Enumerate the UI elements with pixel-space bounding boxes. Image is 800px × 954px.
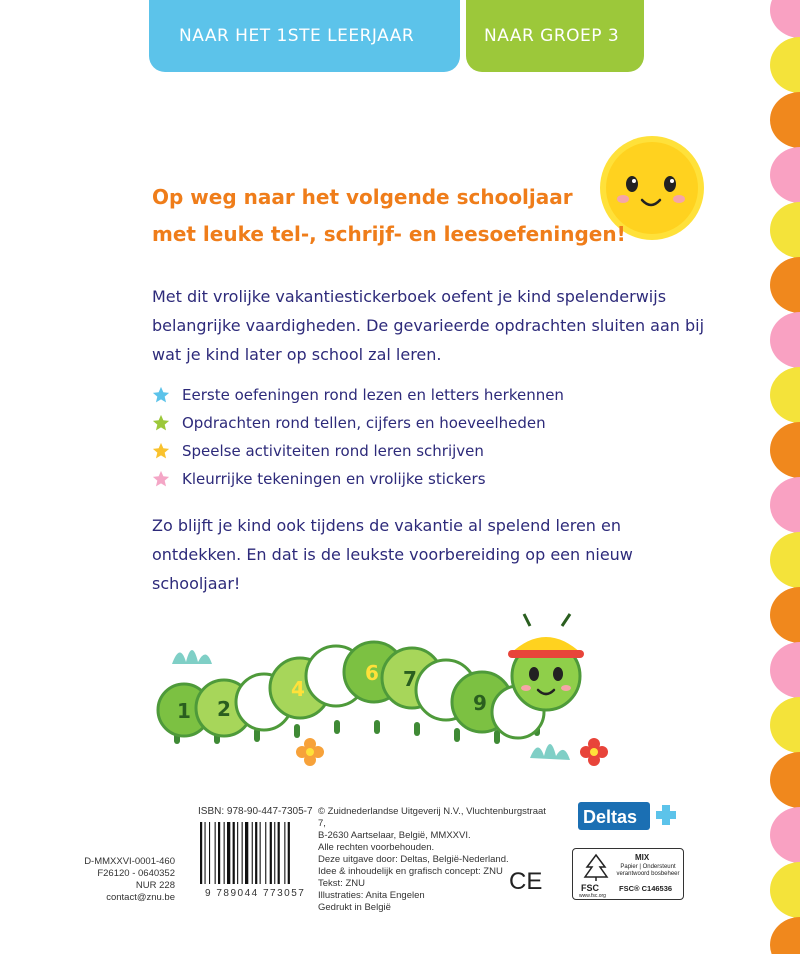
tab-first-grade bbox=[149, 0, 460, 72]
scallop-shape bbox=[770, 0, 800, 38]
barcode-bar bbox=[284, 822, 285, 884]
scallop-shape bbox=[770, 202, 800, 258]
tab-group-3 bbox=[466, 0, 644, 72]
feature-text: Eerste oefeningen rond lezen en letters herkennen bbox=[182, 386, 564, 404]
scallop-shape bbox=[770, 862, 800, 918]
credits-line: Gedrukt in België bbox=[318, 902, 391, 913]
flower-icon bbox=[296, 738, 324, 766]
tree-icon bbox=[583, 853, 609, 881]
credits-line: Tekst: ZNU bbox=[318, 878, 365, 889]
credits-line: Alle rechten voorbehouden. bbox=[318, 842, 435, 853]
scallop-shape bbox=[770, 587, 800, 643]
barcode-bar bbox=[205, 822, 206, 884]
sun-ray bbox=[702, 178, 722, 198]
fsc-description: Papier | Ondersteunt verantwoord bosbeheer bbox=[616, 864, 680, 877]
feature-text: Speelse activiteiten rond leren schrijven bbox=[182, 442, 484, 460]
barcode-bar bbox=[265, 822, 266, 884]
credits-line: Idee & inhoudelijk en grafisch concept: ZNU bbox=[318, 866, 503, 877]
tab-second-label: NAAR GROEP 3 bbox=[484, 26, 620, 46]
barcode-bar bbox=[255, 822, 257, 884]
caterpillar-illustration bbox=[150, 612, 630, 787]
credits-line: B-2630 Aartselaar, België, MMXXVI. bbox=[318, 830, 471, 841]
barcode-bar bbox=[260, 822, 261, 884]
sun-ray bbox=[652, 237, 672, 257]
scallop-shape bbox=[770, 697, 800, 753]
fsc-mix: MIX bbox=[635, 853, 650, 862]
scallop-shape bbox=[770, 477, 800, 533]
barcode-bar bbox=[270, 822, 272, 884]
number-label: 4 bbox=[291, 677, 305, 701]
fsc-site: www.fsc.org bbox=[579, 893, 606, 899]
code-line: F26120 - 0640352 bbox=[97, 868, 175, 879]
headline-line-1: Op weg naar het volgende schooljaar bbox=[152, 185, 573, 209]
sun-ray bbox=[582, 178, 602, 198]
number-label: 9 bbox=[473, 691, 487, 715]
feature-item bbox=[152, 465, 564, 493]
barcode-bar bbox=[274, 822, 275, 884]
fsc-code: FSC® C146536 bbox=[619, 884, 673, 893]
star-icon bbox=[152, 386, 170, 404]
scallop-shape bbox=[770, 422, 800, 478]
feature-item bbox=[152, 409, 564, 437]
star-icon bbox=[152, 414, 170, 432]
barcode-bar bbox=[242, 822, 243, 884]
fsc-label bbox=[572, 848, 684, 900]
barcode-bar bbox=[227, 822, 230, 884]
scalloped-border bbox=[764, 0, 800, 954]
scallop-shape bbox=[770, 312, 800, 368]
feature-item bbox=[152, 437, 564, 465]
star-icon bbox=[152, 442, 170, 460]
scallop-shape bbox=[770, 147, 800, 203]
contact-email: contact@znu.be bbox=[106, 892, 175, 903]
star-icon bbox=[152, 470, 170, 488]
number-label: 1 bbox=[177, 699, 191, 723]
deltas-logo bbox=[578, 800, 676, 832]
barcode-bar bbox=[237, 822, 238, 884]
number-label: 6 bbox=[365, 661, 379, 685]
scallop-shape bbox=[770, 92, 800, 148]
barcode-bar bbox=[215, 822, 216, 884]
barcode-bar bbox=[252, 822, 253, 884]
scallop-shape bbox=[770, 532, 800, 588]
feature-text: Kleurrijke tekeningen en vrolijke stickers bbox=[182, 470, 486, 488]
barcode-number: 9 789044 773057 bbox=[205, 888, 306, 899]
barcode-bar bbox=[200, 822, 202, 884]
scallop-shape bbox=[770, 257, 800, 313]
sun-ray bbox=[632, 119, 652, 139]
number-label: 2 bbox=[217, 697, 231, 721]
deltas-logo-text: Deltas bbox=[583, 807, 638, 827]
grass-icon bbox=[530, 744, 570, 760]
isbn-label: ISBN: 978-90-447-7305-7 bbox=[198, 806, 313, 817]
ce-mark: CE bbox=[509, 868, 543, 895]
scallop-shape bbox=[770, 807, 800, 863]
product-codes bbox=[80, 856, 175, 904]
scallop-shape bbox=[770, 37, 800, 93]
code-line: NUR 228 bbox=[135, 880, 175, 891]
fsc-logo-text: FSC bbox=[581, 883, 599, 893]
credits-block bbox=[318, 806, 548, 914]
barcode-bar bbox=[224, 822, 225, 884]
credits-line: Deze uitgave door: Deltas, België-Nederland. bbox=[318, 854, 509, 865]
intro-paragraph: Met dit vrolijke vakantiestickerboek oefent je kind spelenderwijs belangrijke vaardigheden. De gevarieerde opdrachten sluiten aan bij wat je kind later op school zal leren. bbox=[152, 287, 705, 364]
scallop-shape bbox=[770, 917, 800, 954]
grass-icon bbox=[172, 650, 212, 664]
credits-line: Illustraties: Anita Engelen bbox=[318, 890, 425, 901]
feature-list bbox=[152, 381, 564, 493]
feature-item bbox=[152, 381, 564, 409]
scallop-shape bbox=[770, 367, 800, 423]
scallop-shape bbox=[770, 752, 800, 808]
barcode-bar bbox=[245, 822, 248, 884]
barcode-bar bbox=[218, 822, 220, 884]
feature-text: Opdrachten rond tellen, cijfers en hoeveelheden bbox=[182, 414, 546, 432]
number-label: 7 bbox=[403, 667, 417, 691]
code-line: D-MMXXVI-0001-460 bbox=[84, 856, 175, 867]
sun-ray bbox=[632, 237, 652, 257]
headline-line-2: met leuke tel-, schrijf- en leesoefeningen! bbox=[152, 222, 626, 246]
flower-icon bbox=[580, 738, 608, 766]
tab-first-label: NAAR HET 1STE LEERJAAR bbox=[179, 26, 415, 46]
barcode-bar bbox=[233, 822, 235, 884]
outro-paragraph: Zo blijft je kind ook tijdens de vakantie al spelend leren en ontdekken. En dat is de leukste voorbereiding op een nieuw schooljaar! bbox=[152, 516, 633, 593]
barcode-bar bbox=[209, 822, 210, 884]
sun-ray bbox=[652, 119, 672, 139]
scallop-shape bbox=[770, 642, 800, 698]
barcode-bar bbox=[278, 822, 280, 884]
credits-line: © Zuidnederlandse Uitgeverij N.V., Vluchtenburgstraat 7, bbox=[318, 806, 546, 829]
barcode-bar bbox=[288, 822, 290, 884]
